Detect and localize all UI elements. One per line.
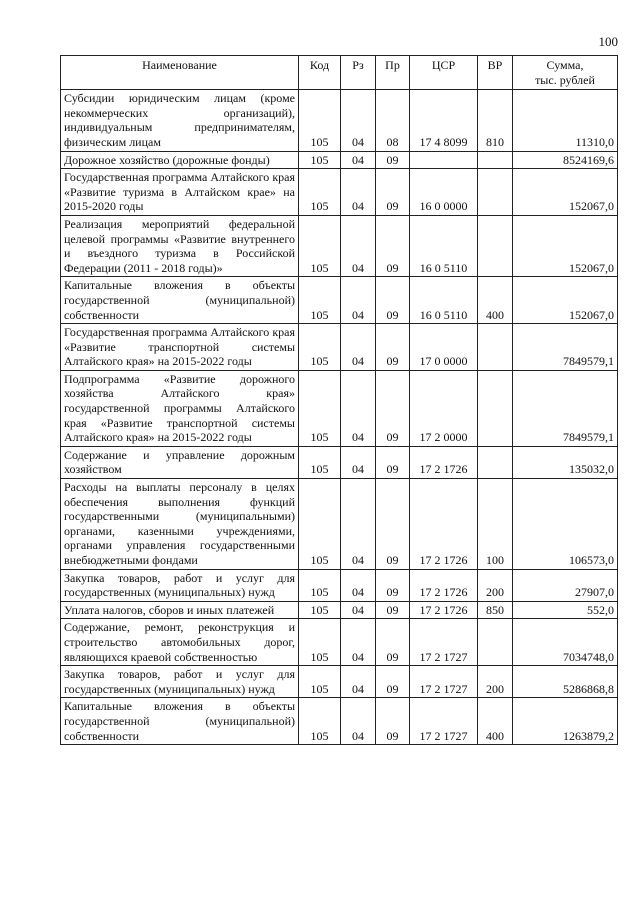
cell-csr: 16 0 5110 bbox=[410, 277, 478, 324]
cell-sum: 7849579,1 bbox=[513, 324, 618, 371]
cell-sum: 152067,0 bbox=[513, 169, 618, 216]
cell-rz: 04 bbox=[341, 619, 376, 666]
cell-vr: 810 bbox=[478, 90, 513, 151]
cell-name: Подпрограмма «Развитие дорожного хозяйства Алтайского края» государственной программы Алтайского края «Развитие транспортной системы Алтайского края» на 2015-2022 годы bbox=[61, 370, 299, 446]
table-row bbox=[61, 277, 618, 324]
cell-csr: 17 2 1726 bbox=[410, 601, 478, 619]
cell-name: Расходы на выплаты персоналу в целях обеспечения выполнения функций государственными (муниципальными) органами, казенными учреждениями, органами управления государственными внебюджетными фондами bbox=[61, 479, 299, 570]
cell-csr: 17 2 0000 bbox=[410, 370, 478, 446]
cell-sum: 1263879,2 bbox=[513, 698, 618, 745]
cell-pr: 09 bbox=[376, 446, 410, 478]
cell-sum: 152067,0 bbox=[513, 215, 618, 276]
cell-kod: 105 bbox=[299, 666, 341, 698]
table-row bbox=[61, 666, 618, 698]
cell-sum: 152067,0 bbox=[513, 277, 618, 324]
cell-pr: 09 bbox=[376, 666, 410, 698]
cell-name: Реализация мероприятий федеральной целевой программы «Развитие внутреннего и въездного туризма в Российской Федерации (2011 - 2018 годы)» bbox=[61, 215, 299, 276]
cell-name: Государственная программа Алтайского края «Развитие транспортной системы Алтайского края» на 2015-2022 годы bbox=[61, 324, 299, 371]
cell-sum: 27907,0 bbox=[513, 569, 618, 601]
cell-kod: 105 bbox=[299, 90, 341, 151]
cell-vr bbox=[478, 324, 513, 371]
header-rz: Рз bbox=[341, 56, 376, 90]
cell-csr: 17 2 1726 bbox=[410, 446, 478, 478]
cell-kod: 105 bbox=[299, 215, 341, 276]
cell-sum: 8524169,6 bbox=[513, 151, 618, 169]
cell-name: Дорожное хозяйство (дорожные фонды) bbox=[61, 151, 299, 169]
cell-rz: 04 bbox=[341, 446, 376, 478]
cell-rz: 04 bbox=[341, 370, 376, 446]
cell-name: Капитальные вложения в объекты государственной (муниципальной) собственности bbox=[61, 277, 299, 324]
cell-sum: 5286868,8 bbox=[513, 666, 618, 698]
cell-vr bbox=[478, 446, 513, 478]
cell-kod: 105 bbox=[299, 370, 341, 446]
cell-kod: 105 bbox=[299, 151, 341, 169]
cell-rz: 04 bbox=[341, 601, 376, 619]
cell-pr: 09 bbox=[376, 151, 410, 169]
cell-kod: 105 bbox=[299, 324, 341, 371]
cell-vr: 400 bbox=[478, 698, 513, 745]
header-kod: Код bbox=[299, 56, 341, 90]
header-row bbox=[61, 56, 618, 90]
cell-pr: 09 bbox=[376, 324, 410, 371]
cell-name: Содержание и управление дорожным хозяйством bbox=[61, 446, 299, 478]
cell-vr bbox=[478, 370, 513, 446]
cell-rz: 04 bbox=[341, 277, 376, 324]
cell-rz: 04 bbox=[341, 215, 376, 276]
cell-vr: 200 bbox=[478, 569, 513, 601]
cell-name: Закупка товаров, работ и услуг для государственных (муниципальных) нужд bbox=[61, 569, 299, 601]
cell-kod: 105 bbox=[299, 479, 341, 570]
cell-name: Закупка товаров, работ и услуг для государственных (муниципальных) нужд bbox=[61, 666, 299, 698]
cell-name: Уплата налогов, сборов и иных платежей bbox=[61, 601, 299, 619]
cell-pr: 09 bbox=[376, 619, 410, 666]
cell-rz: 04 bbox=[341, 169, 376, 216]
table-row bbox=[61, 619, 618, 666]
cell-pr: 09 bbox=[376, 215, 410, 276]
table-row bbox=[61, 601, 618, 619]
table-row bbox=[61, 90, 618, 151]
table-row bbox=[61, 215, 618, 276]
cell-sum: 552,0 bbox=[513, 601, 618, 619]
cell-kod: 105 bbox=[299, 446, 341, 478]
cell-csr: 17 0 0000 bbox=[410, 324, 478, 371]
cell-pr: 08 bbox=[376, 90, 410, 151]
header-csr: ЦСР bbox=[410, 56, 478, 90]
page-number: 100 bbox=[598, 34, 618, 49]
header-sum-line2: тыс. рублей bbox=[535, 72, 595, 87]
cell-rz: 04 bbox=[341, 151, 376, 169]
table-row bbox=[61, 324, 618, 371]
cell-sum: 106573,0 bbox=[513, 479, 618, 570]
cell-pr: 09 bbox=[376, 698, 410, 745]
cell-csr: 17 2 1726 bbox=[410, 569, 478, 601]
cell-kod: 105 bbox=[299, 277, 341, 324]
table-row bbox=[61, 446, 618, 478]
cell-vr: 400 bbox=[478, 277, 513, 324]
header-sum bbox=[513, 56, 618, 90]
header-vr: ВР bbox=[478, 56, 513, 90]
cell-csr bbox=[410, 151, 478, 169]
cell-sum: 7849579,1 bbox=[513, 370, 618, 446]
cell-pr: 09 bbox=[376, 479, 410, 570]
cell-rz: 04 bbox=[341, 324, 376, 371]
header-sum-line1: Сумма, bbox=[546, 58, 584, 72]
cell-rz: 04 bbox=[341, 569, 376, 601]
cell-sum: 135032,0 bbox=[513, 446, 618, 478]
cell-vr bbox=[478, 169, 513, 216]
cell-csr: 17 2 1727 bbox=[410, 619, 478, 666]
cell-pr: 09 bbox=[376, 569, 410, 601]
cell-csr: 17 2 1726 bbox=[410, 479, 478, 570]
cell-csr: 17 2 1727 bbox=[410, 666, 478, 698]
cell-csr: 16 0 0000 bbox=[410, 169, 478, 216]
cell-csr: 16 0 5110 bbox=[410, 215, 478, 276]
cell-sum: 7034748,0 bbox=[513, 619, 618, 666]
cell-vr bbox=[478, 151, 513, 169]
cell-vr bbox=[478, 619, 513, 666]
cell-vr: 100 bbox=[478, 479, 513, 570]
table-header bbox=[61, 56, 618, 90]
cell-rz: 04 bbox=[341, 90, 376, 151]
table-row bbox=[61, 151, 618, 169]
cell-kod: 105 bbox=[299, 169, 341, 216]
header-name: Наименование bbox=[61, 56, 299, 90]
table-row bbox=[61, 698, 618, 745]
cell-name: Содержание, ремонт, реконструкция и строительство автомобильных дорог, являющихся краевой собственностью bbox=[61, 619, 299, 666]
table-row bbox=[61, 569, 618, 601]
table-row bbox=[61, 479, 618, 570]
table-row bbox=[61, 370, 618, 446]
cell-kod: 105 bbox=[299, 619, 341, 666]
header-pr: Пр bbox=[376, 56, 410, 90]
cell-name: Субсидии юридическим лицам (кроме некоммерческих организаций), индивидуальным предпринимателям, физическим лицам bbox=[61, 90, 299, 151]
cell-kod: 105 bbox=[299, 601, 341, 619]
cell-kod: 105 bbox=[299, 698, 341, 745]
cell-vr: 200 bbox=[478, 666, 513, 698]
budget-table bbox=[60, 55, 618, 745]
cell-pr: 09 bbox=[376, 601, 410, 619]
cell-rz: 04 bbox=[341, 698, 376, 745]
cell-pr: 09 bbox=[376, 169, 410, 216]
cell-vr bbox=[478, 215, 513, 276]
table-row bbox=[61, 169, 618, 216]
cell-rz: 04 bbox=[341, 479, 376, 570]
cell-sum: 11310,0 bbox=[513, 90, 618, 151]
cell-pr: 09 bbox=[376, 370, 410, 446]
cell-name: Государственная программа Алтайского края «Развитие туризма в Алтайском крае» на 2015-2020 годы bbox=[61, 169, 299, 216]
table-body bbox=[61, 90, 618, 745]
cell-name: Капитальные вложения в объекты государственной (муниципальной) собственности bbox=[61, 698, 299, 745]
cell-vr: 850 bbox=[478, 601, 513, 619]
cell-rz: 04 bbox=[341, 666, 376, 698]
cell-kod: 105 bbox=[299, 569, 341, 601]
cell-csr: 17 4 8099 bbox=[410, 90, 478, 151]
cell-csr: 17 2 1727 bbox=[410, 698, 478, 745]
cell-pr: 09 bbox=[376, 277, 410, 324]
